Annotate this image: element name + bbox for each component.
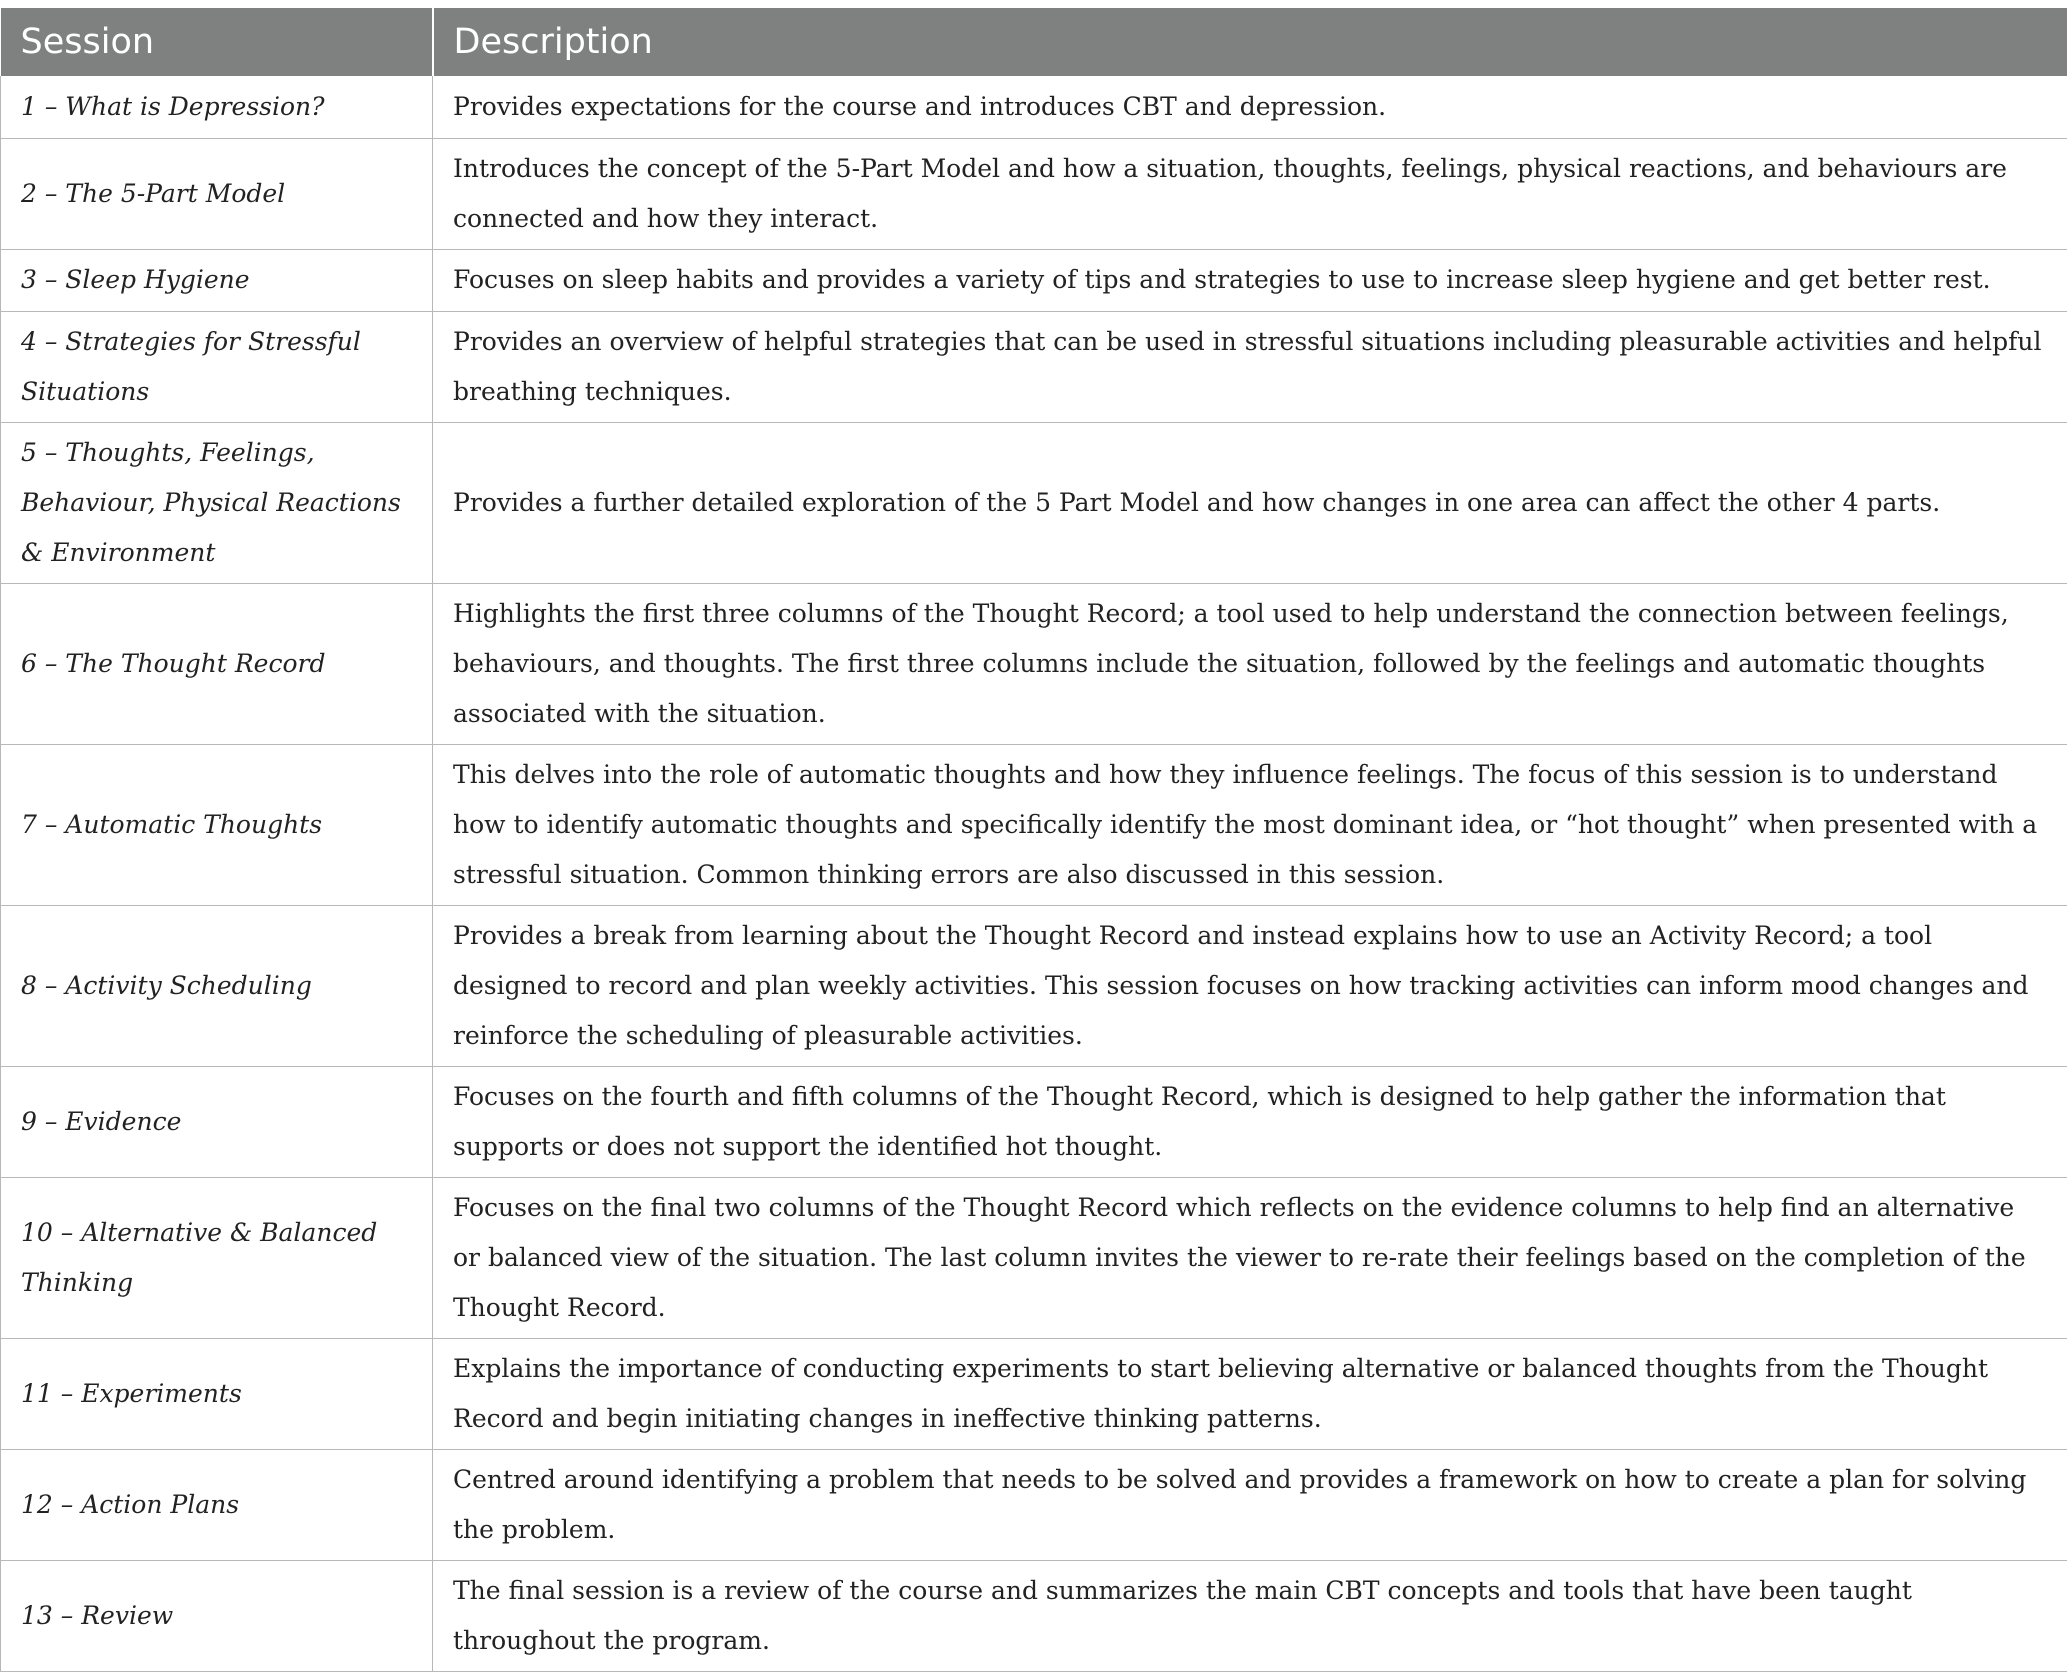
session-cell: 4 – Strategies for Stressful Situations: [1, 311, 433, 422]
description-cell: Centred around identifying a problem that needs to be solved and provides a framework on how to create a plan for solving the problem.: [433, 1449, 2067, 1560]
session-cell: 6 – The Thought Record: [1, 583, 433, 744]
header-session: Session: [1, 8, 433, 76]
table-row: [1, 905, 2067, 1066]
table-row: [1, 1560, 2067, 1671]
table-row: [1, 1177, 2067, 1338]
description-cell: Provides expectations for the course and introduces CBT and depression.: [433, 76, 2067, 138]
table-row: [1, 422, 2067, 583]
description-cell: Introduces the concept of the 5-Part Model and how a situation, thoughts, feelings, physical reactions, and behaviours are connected and how they interact.: [433, 138, 2067, 249]
table-row: [1, 744, 2067, 905]
session-cell: 11 – Experiments: [1, 1338, 433, 1449]
description-cell: Provides a further detailed exploration of the 5 Part Model and how changes in one area can affect the other 4 parts.: [433, 422, 2067, 583]
table-row: [1, 311, 2067, 422]
table-row: [1, 583, 2067, 744]
table-row: [1, 138, 2067, 249]
description-cell: Focuses on the fourth and fifth columns of the Thought Record, which is designed to help gather the information that supports or does not support the identified hot thought.: [433, 1066, 2067, 1177]
description-cell: This delves into the role of automatic thoughts and how they influence feelings. The focus of this session is to understand how to identify automatic thoughts and specifically identify the most dominant idea, or “hot thought” when presented with a stressful situation. Common thinking errors are also discussed in this session.: [433, 744, 2067, 905]
session-cell: 8 – Activity Scheduling: [1, 905, 433, 1066]
table-row: [1, 1449, 2067, 1560]
table-row: [1, 249, 2067, 311]
session-cell: 7 – Automatic Thoughts: [1, 744, 433, 905]
table-body: [1, 76, 2067, 1671]
header-description: Description: [433, 8, 2067, 76]
table-header: [1, 8, 2067, 76]
description-cell: Provides a break from learning about the Thought Record and instead explains how to use an Activity Record; a tool designed to record and plan weekly activities. This session focuses on how tracking activities can inform mood changes and reinforce the scheduling of pleasurable activities.: [433, 905, 2067, 1066]
session-cell: 10 – Alternative & Balanced Thinking: [1, 1177, 433, 1338]
session-cell: 2 – The 5-Part Model: [1, 138, 433, 249]
sessions-table-container: [0, 8, 2067, 1672]
description-cell: Focuses on sleep habits and provides a variety of tips and strategies to use to increase sleep hygiene and get better rest.: [433, 249, 2067, 311]
description-cell: The final session is a review of the course and summarizes the main CBT concepts and tools that have been taught throughout the program.: [433, 1560, 2067, 1671]
description-cell: Focuses on the final two columns of the Thought Record which reflects on the evidence columns to help find an alternative or balanced view of the situation. The last column invites the viewer to re-rate their feelings based on the completion of the Thought Record.: [433, 1177, 2067, 1338]
session-cell: 13 – Review: [1, 1560, 433, 1671]
header-row: [1, 8, 2067, 76]
table-row: [1, 1066, 2067, 1177]
description-cell: Explains the importance of conducting experiments to start believing alternative or balanced thoughts from the Thought Record and begin initiating changes in ineffective thinking patterns.: [433, 1338, 2067, 1449]
table-row: [1, 76, 2067, 138]
session-cell: 12 – Action Plans: [1, 1449, 433, 1560]
session-cell: 5 – Thoughts, Feelings, Behaviour, Physical Reactions & Environment: [1, 422, 433, 583]
session-cell: 3 – Sleep Hygiene: [1, 249, 433, 311]
sessions-table: [0, 8, 2067, 1672]
description-cell: Provides an overview of helpful strategies that can be used in stressful situations including pleasurable activities and helpful breathing techniques.: [433, 311, 2067, 422]
session-cell: 9 – Evidence: [1, 1066, 433, 1177]
table-row: [1, 1338, 2067, 1449]
session-cell: 1 – What is Depression?: [1, 76, 433, 138]
description-cell: Highlights the first three columns of the Thought Record; a tool used to help understand the connection between feelings, behaviours, and thoughts. The first three columns include the situation, followed by the feelings and automatic thoughts associated with the situation.: [433, 583, 2067, 744]
